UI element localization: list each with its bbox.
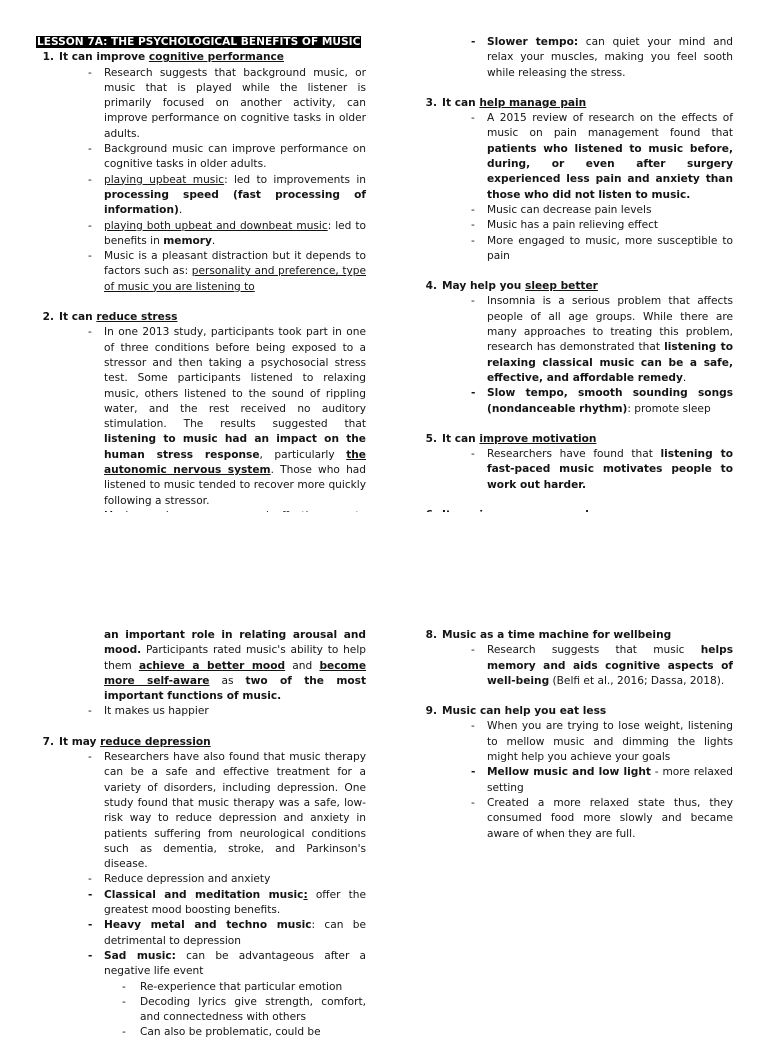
list-item: - Slow tempo, smooth sounding songs (nondanceable rhythm): promote sleep: [419, 386, 733, 417]
list-item: - Music is a pleasant distraction but it depends to factors such as: personality and preference, type of music you are listening to: [36, 249, 366, 295]
section-3-list: [419, 111, 733, 264]
section-2-list-continued: [419, 35, 733, 81]
list-item: - Background music can improve performance on cognitive tasks in older adults.: [36, 142, 366, 173]
list-item: - When you are trying to lose weight, listening to mellow music and dimming the lights might help you achieve your goals: [419, 719, 733, 765]
list-item: - Sad music: can be advantageous after a negative life event: [36, 949, 366, 980]
list-item: - Classical and meditation music: offer the greatest mood boosting benefits.: [36, 888, 366, 919]
list-item: - Research suggests that music helps memory and aids cognitive aspects of well-being (Belfi et al., 2016; Dassa, 2018).: [419, 643, 733, 689]
page-1: [0, 0, 768, 512]
section-4-heading: 4. May help you sleep better: [425, 280, 598, 293]
section-9-list: [419, 719, 733, 841]
section-9-heading: 9. Music can help you eat less: [425, 705, 607, 718]
page-2: [0, 512, 768, 1039]
list-item: - Insomnia is a serious problem that affects people of all age groups. While there are many approaches to treating this problem, research has demonstrated that listening to relaxing classical music can be a safe, effective, and affordable remedy.: [419, 294, 733, 386]
section-1-heading: 1. It can improve cognitive performance: [42, 51, 284, 64]
page1-left-column: [36, 35, 366, 570]
section-7-heading: 7. It may reduce depression: [42, 735, 211, 748]
list-item: - More engaged to music, more susceptible to pain: [419, 234, 733, 265]
list-item: - Research suggests that background music, or music that is played while the listener is primarily focused on another activity, can improve performance on cognitive tasks in older adults.: [36, 66, 366, 142]
lesson-title: LESSON 7A: THE PSYCHOLOGICAL BENEFITS OF MUSIC: [37, 36, 361, 48]
section-7-list: [36, 750, 366, 1041]
section-6-continued-text: an important role in relating arousal and mood. Participants rated music's ability to help them achieve a better mood and become more self-aware as two of the most important functions of music.: [104, 629, 367, 703]
section-8-heading: 8. Music as a time machine for wellbeing: [425, 629, 672, 641]
list-item: - Created a more relaxed state thus, they consumed food more slowly and became aware of when they are full.: [419, 796, 733, 842]
section-4-list: [419, 294, 733, 416]
list-item: - In one 2013 study, participants took part in one of three conditions before being exposed to a stressor and then taking a psychosocial stress test. Some participants listened to relaxing music, others listened to the sound of rippling water, and the rest received no auditory stimulation. The results suggested that listening to music had an impact on the human stress response, particularly the autonomic nervous system. Those who had listened to music tended to recover more quickly following a stressor.: [36, 325, 366, 509]
section-2-heading: 2. It can reduce stress: [42, 311, 178, 324]
list-item: - Music can decrease pain levels: [419, 203, 733, 218]
list-item: - playing upbeat music: led to improvements in processing speed (fast processing of information).: [36, 173, 366, 219]
list-item: - Reduce depression and anxiety: [36, 872, 366, 887]
page2-right-column: [419, 628, 733, 842]
list-item: - Researchers have found that listening to fast-paced music motivates people to work out harder.: [419, 447, 733, 493]
section-8-list: [419, 643, 733, 689]
sub-list-item: - Re-experience that particular emotion: [36, 980, 366, 995]
list-item: - It makes us happier: [36, 704, 366, 719]
sub-list-item: - Can also be problematic, could be: [36, 1025, 366, 1040]
sub-list-item: - Decoding lyrics give strength, comfort, and connectedness with others: [36, 995, 366, 1026]
list-item: - Slower tempo: can quiet your mind and relax your muscles, making you feel sooth while releasing the stress.: [419, 35, 733, 81]
list-item: - playing both upbeat and downbeat music: led to benefits in memory.: [36, 219, 366, 250]
section-1-list: [36, 66, 366, 295]
list-item: - Researchers have also found that music therapy can be a safe and effective treatment for a variety of disorders, including depression. One study found that music therapy was a safe, low-risk way to reduce depression and anxiety in patients suffering from neurological conditions such as dementia, stroke, and Parkinson's disease.: [36, 750, 366, 872]
list-item: - A 2015 review of research on the effects of music on pain management found that patients who listened to music before, during, or even after surgery experienced less pain and anxiety than those who did not listen to music.: [419, 111, 733, 203]
section-5-heading: 5. It can improve motivation: [425, 432, 597, 445]
section-5-list: [419, 447, 733, 493]
list-item: - Mellow music and low light - more relaxed setting: [419, 765, 733, 796]
section-6-list-continued: [36, 704, 366, 719]
list-item: - Music has a pain relieving effect: [419, 218, 733, 233]
page2-left-column: [36, 628, 366, 1041]
list-item: - Heavy metal and techno music: can be detrimental to depression: [36, 918, 366, 949]
section-3-heading: 3. It can help manage pain: [425, 96, 587, 109]
